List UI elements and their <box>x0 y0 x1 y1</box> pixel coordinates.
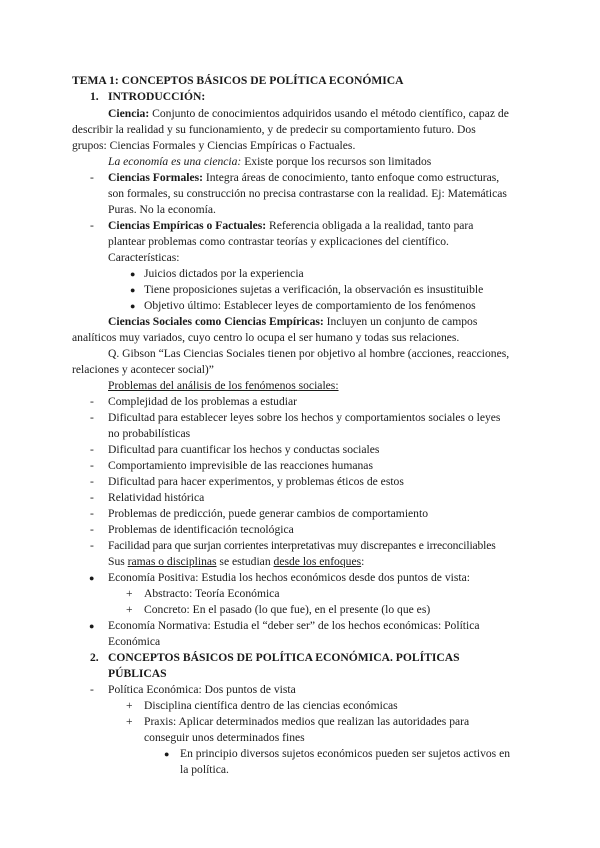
formales-line-1 <box>108 170 499 186</box>
dash-marker: - <box>90 459 94 472</box>
section-2-title-line-1: CONCEPTOS BÁSICOS DE POLÍTICA ECONÓMICA. POLÍTICAS <box>108 651 460 664</box>
ciencia-label: Ciencia: <box>108 107 150 120</box>
ramas-text: se estudian <box>216 555 274 568</box>
sociales-text: Incluyen un conjunto de campos <box>326 315 478 328</box>
list-item: Abstracto: Teoría Económica <box>144 587 280 600</box>
positiva-line: Economía Positiva: Estudia los hechos económicos desde dos puntos de vista: <box>108 571 470 584</box>
ramas-line <box>108 554 364 570</box>
empiricas-text: Referencia obligada a la realidad, tanto para <box>269 219 474 232</box>
list-item: Problemas de predicción, puede generar cambios de comportamiento <box>108 507 428 520</box>
list-item: Juicios dictados por la experiencia <box>144 267 304 280</box>
list-item: Dificultad para hacer experimentos, y problemas éticos de estos <box>108 475 404 488</box>
dash-marker: - <box>90 443 94 456</box>
sociales-line-2: analíticos muy variados, cuyo centro lo ocupa el ser humano y todas sus relaciones. <box>72 331 460 344</box>
dash-marker: - <box>90 475 94 488</box>
list-item: Tiene proposiciones sujetas a verificación, la observación es insustituible <box>144 283 484 296</box>
formales-line-3: Puras. No la economía. <box>108 203 216 216</box>
enfoques-underlined: desde los enfoques <box>273 555 362 568</box>
list-item: Relatividad histórica <box>108 491 205 504</box>
section-2-number: 2. <box>90 651 99 664</box>
document-title: TEMA 1: CONCEPTOS BÁSICOS DE POLÍTICA ECONÓMICA <box>72 74 404 87</box>
list-item: En principio diversos sujetos económicos pueden ser sujetos activos en <box>180 747 511 760</box>
dash-marker: - <box>90 523 94 536</box>
bullet-marker: ● <box>130 285 136 295</box>
empiricas-label: Ciencias Empíricas o Factuales: <box>108 219 267 232</box>
bullet-marker: ● <box>130 301 136 311</box>
bullet-marker: ● <box>164 749 170 759</box>
normativa-line-2: Económica <box>108 635 161 648</box>
list-item: Objetivo último: Establecer leyes de comportamiento de los fenómenos <box>144 299 476 312</box>
gibson-line-2: relaciones y acontecer social)” <box>72 363 214 376</box>
list-item-continued: conseguir unos determinados fines <box>144 731 305 744</box>
sociales-label: Ciencias Sociales como Ciencias Empíricas: <box>108 315 324 328</box>
dash-marker: - <box>90 411 94 424</box>
formales-label: Ciencias Formales: <box>108 171 203 184</box>
list-item: Comportamiento imprevisible de las reacciones humanas <box>108 459 373 472</box>
list-item: Complejidad de los problemas a estudiar <box>108 395 297 408</box>
section-1-number: 1. <box>90 90 99 103</box>
bullet-marker: ● <box>89 573 95 583</box>
dash-marker: - <box>90 491 94 504</box>
bullet-marker: ● <box>130 269 136 279</box>
dash-marker: - <box>90 539 94 552</box>
list-item-continued: la política. <box>180 763 229 776</box>
ramas-text: : <box>361 555 365 568</box>
economia-label: La economía es una ciencia: <box>108 155 242 168</box>
normativa-line-1: Economía Normativa: Estudia el “deber ser” de los hechos económicas: Política <box>108 619 480 632</box>
ramas-underlined: ramas o disciplinas <box>127 555 217 568</box>
gibson-line-1: Q. Gibson “Las Ciencias Sociales tienen por objetivo al hombre (acciones, reacciones, <box>108 347 510 360</box>
dash-marker: - <box>90 395 94 408</box>
dash-marker: - <box>90 171 94 184</box>
caracteristicas-label: Características: <box>108 251 180 264</box>
sociales-line-1 <box>108 314 477 330</box>
formales-line-2: son formales, su construcción no precisa contrastarse con la realidad. Ej: Matemáticas <box>108 187 507 200</box>
ciencia-line-2: describir la realidad y su funcionamiento, y de predecir su comportamiento futuro. Dos <box>72 123 476 136</box>
section-2-title-line-2: PÚBLICAS <box>108 667 167 680</box>
plus-marker: + <box>126 715 133 728</box>
politica-line: Política Económica: Dos puntos de vista <box>108 683 296 696</box>
dash-marker: - <box>90 219 94 232</box>
ciencia-line-1 <box>108 106 509 122</box>
list-item: Facilidad para que surjan corrientes interpretativas muy discrepantes e irreconciliables <box>108 539 496 552</box>
empiricas-line-2: plantear problemas como contrastar teorías y explicaciones del científico. <box>108 235 449 248</box>
plus-marker: + <box>126 587 133 600</box>
dash-marker: - <box>90 507 94 520</box>
empiricas-line-1 <box>108 218 473 234</box>
ciencia-line-3: grupos: Ciencias Formales y Ciencias Empíricas o Factuales. <box>72 139 356 152</box>
ramas-text: Sus <box>108 555 128 568</box>
dash-marker: - <box>90 683 94 696</box>
list-item: Dificultad para cuantificar los hechos y conductas sociales <box>108 443 380 456</box>
plus-marker: + <box>126 603 133 616</box>
economia-text: Existe porque los recursos son limitados <box>244 155 432 168</box>
list-item: Dificultad para establecer leyes sobre los hechos y comportamientos sociales o leyes <box>108 411 501 424</box>
section-1-title: INTRODUCCIÓN: <box>108 90 206 103</box>
bullet-marker: ● <box>89 621 95 631</box>
ciencia-text: Conjunto de conocimientos adquiridos usando el método científico, capaz de <box>152 107 509 120</box>
list-item: Praxis: Aplicar determinados medios que realizan las autoridades para <box>144 715 470 728</box>
economia-line <box>108 154 431 170</box>
list-item: Problemas de identificación tecnológica <box>108 523 294 536</box>
list-item: Concreto: En el pasado (lo que fue), en el presente (lo que es) <box>144 603 431 616</box>
formales-text: Integra áreas de conocimiento, tanto enfoque como estructuras, <box>205 171 500 184</box>
list-item: Disciplina científica dentro de las ciencias económicas <box>144 699 398 712</box>
problemas-heading: Problemas del análisis de los fenómenos sociales: <box>108 379 339 392</box>
plus-marker: + <box>126 699 133 712</box>
list-item-continued: no probabilísticas <box>108 427 191 440</box>
